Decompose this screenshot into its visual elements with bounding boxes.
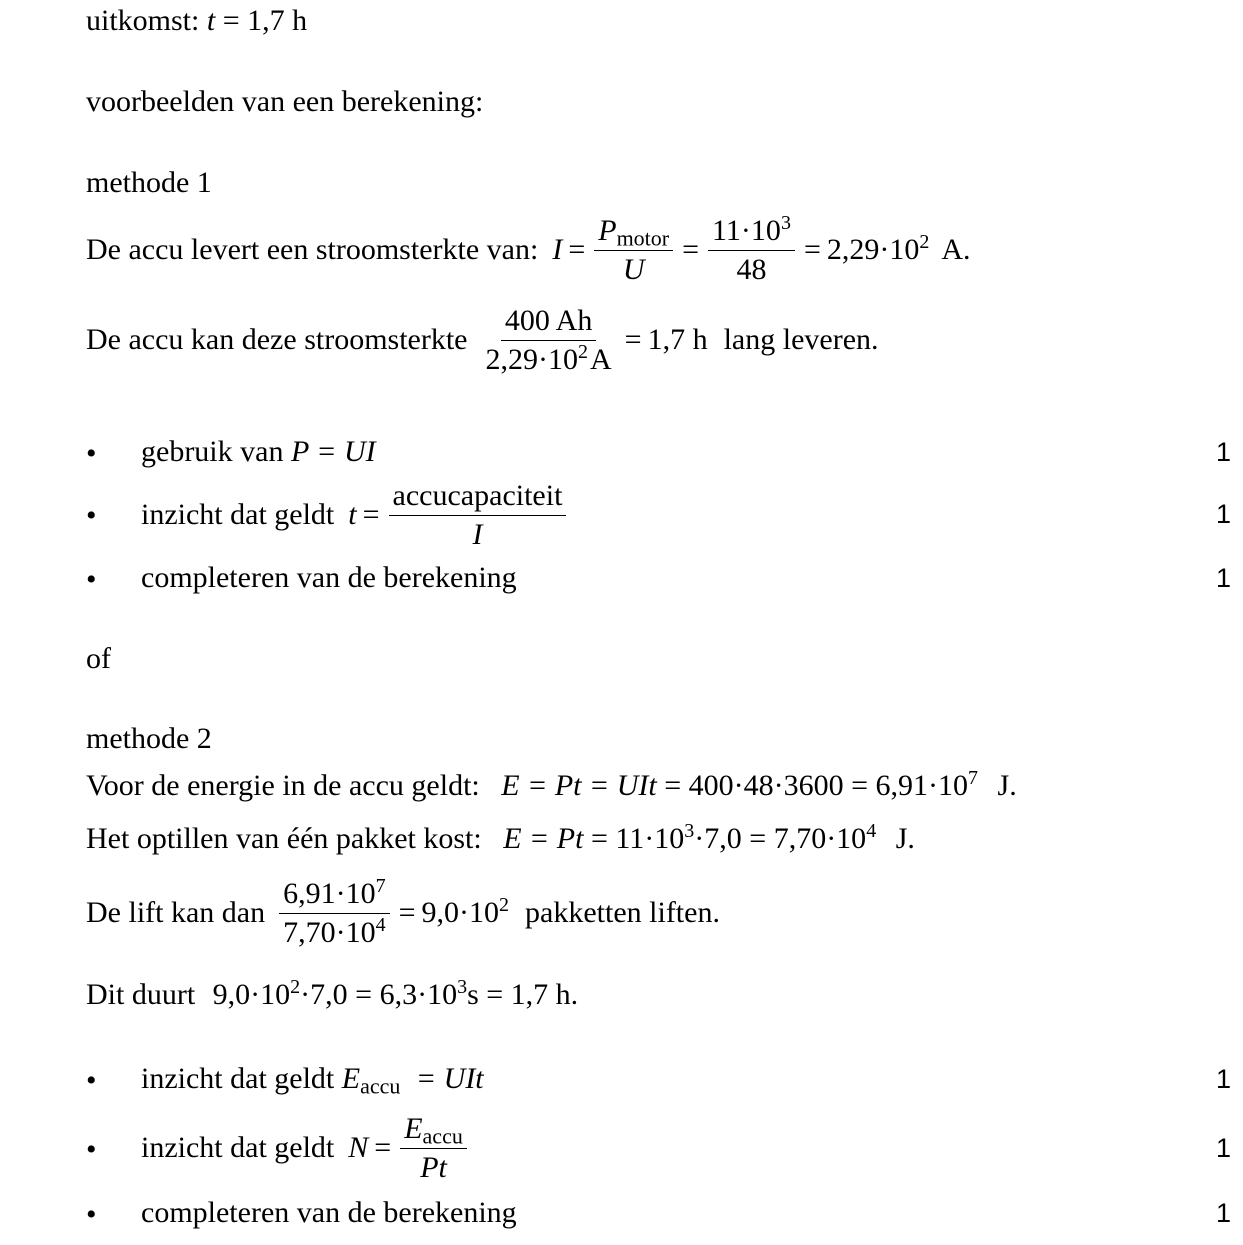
bullet-icon: • — [86, 499, 97, 532]
fraction-P-over-U: $\frac{P_{motor}}{U}$ — [594, 215, 673, 285]
score-2-2: 1 — [1215, 1133, 1231, 1163]
outcome-line — [86, 6, 307, 36]
method1-line2-text: De accu kan deze stroomsterkte — [86, 323, 468, 356]
method1-line1-text: De accu levert een stroomsterkte van: — [86, 233, 539, 266]
score-1-1: 1 — [1215, 437, 1231, 467]
method2-line4: Dit duurt $9,0\cdot 10^2\cdot 7,0 = 6,3\cdot 10^3s = 1,7$ h. — [86, 976, 579, 1011]
score-2-3: 1 — [1215, 1198, 1231, 1228]
time-result: 1,7 h — [647, 323, 708, 356]
intro-text: voorbeelden van een berekening: — [86, 85, 484, 118]
criterion-1-3: completeren van de berekening — [141, 561, 517, 594]
criterion-2-3: completeren van de berekening — [141, 1196, 517, 1229]
method1-title: methode 1 — [86, 166, 212, 199]
criterion-2-1: inzicht dat geldt $E_{accu}$ = UIt — [141, 1062, 484, 1099]
bullet-icon: • — [86, 1064, 97, 1097]
outcome-var: t — [206, 4, 216, 37]
bullet-icon: • — [86, 1198, 97, 1231]
current-result: $2,29\cdot 10^2$ — [826, 231, 930, 266]
criterion-1-1: gebruik van P = UI — [141, 435, 376, 468]
score-2-1: 1 — [1215, 1064, 1231, 1094]
fraction-energy-over-Pt: $\frac{E_{accu}}{Pt}$ — [400, 1113, 467, 1183]
method1-line2: De accu kan deze stroomsterkte $\frac{400 Ah}{2,29\cdot 10^2A}$ = 1,7 h lang leveren. — [86, 304, 879, 376]
fraction-power-over-voltage: $\frac{11\cdot 10^3}{48}$ — [708, 215, 795, 285]
criterion-1-2: inzicht dat geldt t = $\frac{\text{accucapaciteit}}{I}$ — [141, 475, 569, 555]
bullet-icon: • — [86, 1133, 97, 1166]
outcome-value: = 1,7 h — [222, 4, 308, 37]
var-I: I — [552, 233, 563, 266]
score-1-2: 1 — [1215, 499, 1231, 529]
method1-line1: De accu levert een stroomsterkte van: I = $\frac{P_{motor}}{U}$ = $\frac{11\cdot 10^3}{48}$ = $2,29\cdot 10^2$ A. — [86, 212, 971, 286]
outcome-label: uitkomst: — [86, 4, 200, 37]
method1-line2-tail: lang leveren. — [723, 323, 879, 356]
fraction-capacity-over-I: $\frac{\text{accucapaciteit}}{I}$ — [389, 480, 567, 550]
fraction-energy-ratio: $\frac{6,91\cdot 10^7}{7,70\cdot 10^4}$ — [279, 878, 390, 948]
criterion-2-2: inzicht dat geldt N = $\frac{E_{accu}}{Pt}$ — [141, 1108, 470, 1188]
method2-line3: De lift kan dan $\frac{6,91\cdot 10^7}{7,70\cdot 10^4}$ = $9,0\cdot 10^2$ pakketten liften. — [86, 875, 720, 949]
fraction-capacity-over-current: $\frac{400 Ah}{2,29\cdot 10^2A}$ — [485, 304, 612, 376]
bullet-icon: • — [86, 563, 97, 596]
method2-line1: Voor de energie in de accu geldt: E = Pt = UIt = $400\cdot 48\cdot 3600 = 6,91\cdot 10^7$ J. — [86, 767, 1017, 802]
method2-line2: Het optillen van één pakket kost: $E = Pt = 11\cdot 10^3\cdot 7,0 = 7,70\cdot 10^4$ J. — [86, 820, 915, 855]
score-1-3: 1 — [1215, 563, 1231, 593]
current-unit: A. — [941, 233, 971, 266]
bullet-icon: • — [86, 437, 97, 470]
or-text: of — [86, 642, 111, 675]
method2-title: methode 2 — [86, 722, 212, 755]
